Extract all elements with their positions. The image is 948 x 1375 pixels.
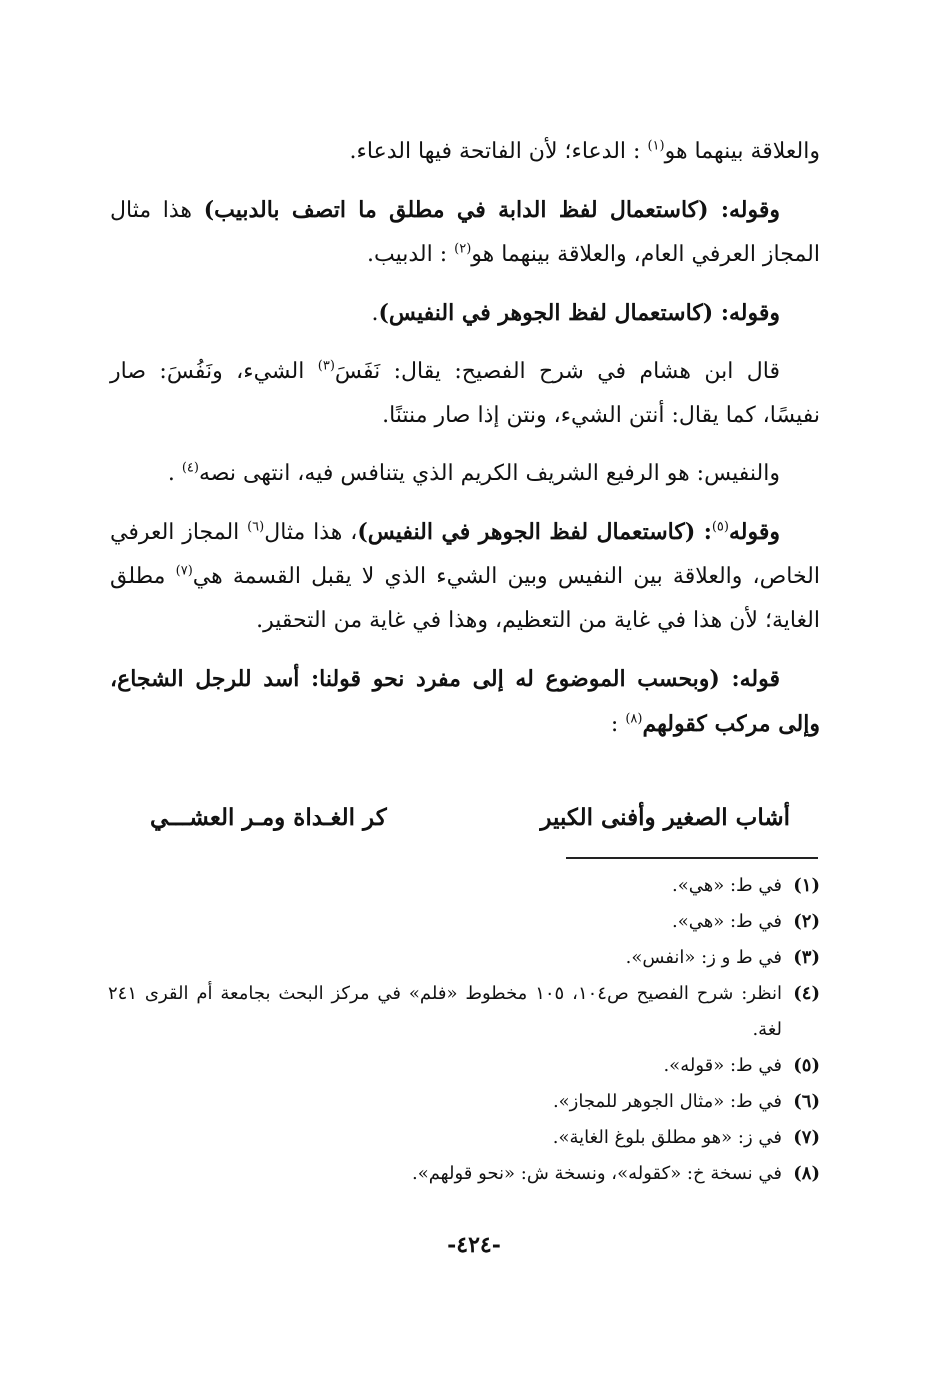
footnote-ref-6: (٦) bbox=[247, 519, 265, 535]
footnote-text: في ز: «هو مطلق بلوغ الغاية». bbox=[552, 1127, 782, 1148]
poetry-verse bbox=[150, 798, 790, 838]
paragraph-2 bbox=[110, 188, 820, 277]
footnote-ref-4: (٤) bbox=[181, 460, 199, 476]
text-run: المجاز العرفي الخاص، والعلاقة بين النفيس وبين الشيء الذي لا يقبل القسمة هي bbox=[110, 520, 820, 589]
verse-second-hemistich: كر الغـداة ومـر العشـــي bbox=[150, 804, 387, 831]
bold-quote: : (كاستعمال لفظ الجوهر في النفيس) bbox=[357, 519, 712, 545]
footnote-text: في نسخة خ: «كقوله»، ونسخة ش: «نحو قولهم». bbox=[411, 1163, 782, 1184]
footnote-ref-2: (٢) bbox=[454, 241, 472, 257]
text-run: : الدعاء؛ لأن الفاتحة فيها الدعاء. bbox=[349, 139, 648, 164]
footnote-ref-8: (٨) bbox=[625, 711, 643, 727]
footnote-item bbox=[108, 1120, 820, 1156]
footnote-item bbox=[108, 940, 820, 976]
footnote-text: في ط و ز: «انفس». bbox=[625, 947, 782, 968]
footnote-ref-5: (٥) bbox=[711, 519, 729, 535]
text-run: وقوله bbox=[728, 519, 780, 545]
footnote-text: في ط: «هي». bbox=[671, 911, 782, 932]
footnote-number: (٣) bbox=[793, 947, 820, 968]
bold-quote: (كاستعمال لفظ الدابة في مطلق ما اتصف بالدبيب) bbox=[203, 197, 709, 223]
footnote-number: (٦) bbox=[793, 1091, 820, 1112]
footnote-item bbox=[108, 976, 820, 1048]
text-run: : الدبيب. bbox=[367, 242, 455, 267]
text-run: هذا مثال المجاز العرفي العام، والعلاقة بينهما هو bbox=[110, 198, 820, 267]
paragraph-3 bbox=[110, 291, 820, 336]
text-run: والعلاقة بينهما هو bbox=[664, 139, 820, 164]
main-text bbox=[110, 130, 820, 761]
footnote-text: في ط: «هي». bbox=[671, 875, 782, 896]
text-run: ، هذا مثال bbox=[264, 520, 358, 545]
footnote-number: (٤) bbox=[793, 983, 820, 1004]
footnote-item bbox=[108, 1156, 820, 1192]
footnote-item bbox=[108, 1048, 820, 1084]
verse-first-hemistich: أشاب الصغير وأفنى الكبير bbox=[540, 804, 790, 831]
text-run: . bbox=[371, 301, 379, 326]
footnote-number: (٨) bbox=[793, 1163, 820, 1184]
footnote-divider bbox=[566, 857, 818, 859]
footnote-text: في ط: «مثال الجوهر للمجاز». bbox=[552, 1091, 782, 1112]
footnote-text: انظر: شرح الفصيح ص١٠٤، ١٠٥ مخطوط «فلم» في مركز البحث بجامعة أم القرى ٢٤١ لغة. bbox=[108, 983, 783, 1040]
bold-quote: قوله: (وبحسب الموضوع له إلى مفرد نحو قولنا: أسد للرجل الشجاع، وإلى مركب كقولهم bbox=[110, 666, 820, 737]
text-run: قال ابن هشام في شرح الفصيح: يقال: نَفَسَ bbox=[334, 359, 780, 384]
bold-quote: (كاستعمال لفظ الجوهر في النفيس) bbox=[378, 300, 714, 326]
text-run: مطلق الغاية؛ لأن هذا في غاية من التعظيم، وهذا في غاية من التحقير. bbox=[110, 564, 820, 633]
footnote-ref-1: (١) bbox=[647, 138, 665, 154]
text-run: وقوله: bbox=[713, 300, 780, 326]
footnote-number: (١) bbox=[793, 875, 820, 896]
footnote-number: (٥) bbox=[793, 1055, 820, 1076]
text-run: الشيء، ونَفُسَ: صار نفيسًا، كما يقال: أنتن الشيء، ونتن إذا صار منتنًا. bbox=[110, 359, 820, 428]
footnote-number: (٢) bbox=[793, 911, 820, 932]
paragraph-5 bbox=[110, 452, 820, 496]
page-number: -٤٢٤- bbox=[447, 1232, 501, 1258]
footnote-ref-3: (٣) bbox=[317, 358, 335, 374]
footnotes bbox=[108, 868, 820, 1192]
footnote-item bbox=[108, 868, 820, 904]
paragraph-1 bbox=[110, 130, 820, 174]
footnote-item bbox=[108, 904, 820, 940]
paragraph-6 bbox=[110, 510, 820, 643]
text-run: . bbox=[167, 461, 182, 486]
footnote-text: في ط: «قوله». bbox=[663, 1055, 782, 1076]
text-run: وقوله: bbox=[708, 197, 781, 223]
text-run: : bbox=[610, 712, 626, 737]
footnote-item bbox=[108, 1084, 820, 1120]
text-run: والنفيس: هو الرفيع الشريف الكريم الذي يتنافس فيه، انتهى نصه bbox=[198, 461, 780, 486]
paragraph-7 bbox=[110, 657, 820, 747]
paragraph-4 bbox=[110, 350, 820, 438]
footnote-ref-7: (٧) bbox=[175, 563, 193, 579]
footnote-number: (٧) bbox=[793, 1127, 820, 1148]
